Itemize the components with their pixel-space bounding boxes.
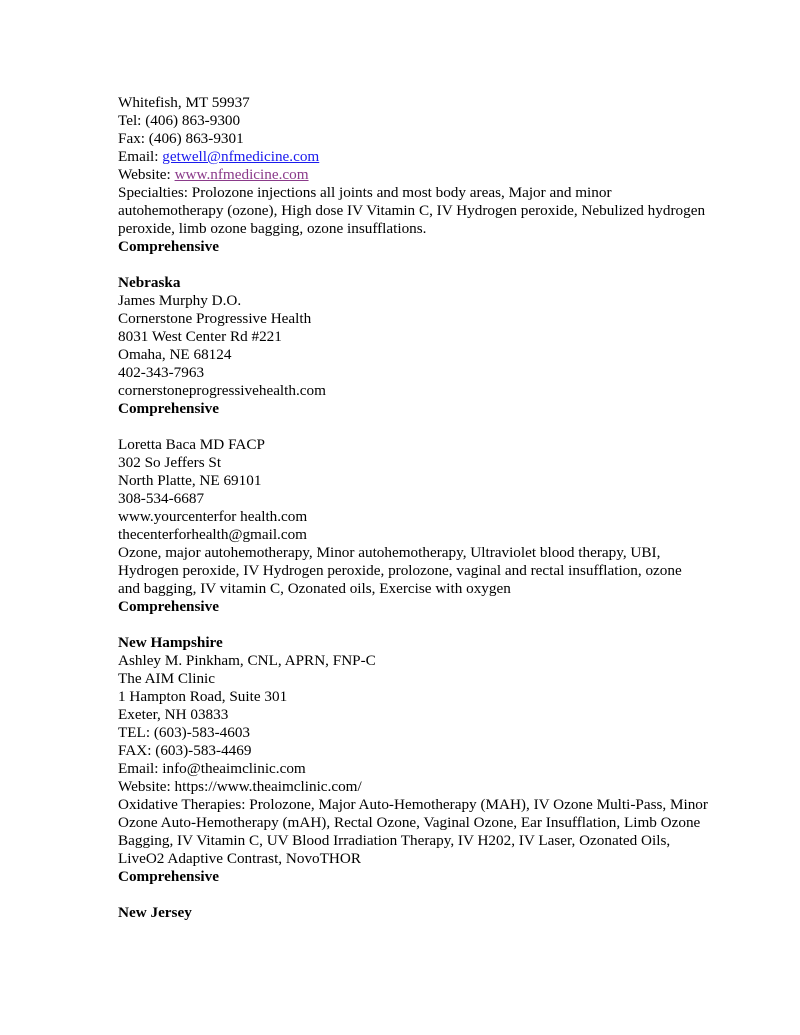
- entry-line: Loretta Baca MD FACP: [118, 436, 265, 453]
- entry-line: 302 So Jeffers St: [118, 454, 222, 471]
- entry-line: James Murphy D.O.: [118, 292, 242, 309]
- entry-line: 402-343-7963: [118, 364, 205, 381]
- entry-line: Oxidative Therapies: Prolozone, Major Auto-Hemotherapy (MAH), IV Ozone Multi-Pass, Minor: [118, 796, 708, 813]
- document-page: [118, 94, 758, 922]
- entry-line: LiveO2 Adaptive Contrast, NovoTHOR: [118, 850, 361, 867]
- address-line: Whitefish, MT 59937: [118, 94, 250, 111]
- level-label: Comprehensive: [118, 238, 219, 255]
- entry-line: Ashley M. Pinkham, CNL, APRN, FNP-C: [118, 652, 376, 669]
- entry-line: The AIM Clinic: [118, 670, 216, 687]
- entry-line: TEL: (603)-583-4603: [118, 724, 251, 741]
- entry-line: www.yourcenterfor health.com: [118, 508, 308, 525]
- clinic-entry: [118, 436, 758, 616]
- fax-line: Fax: (406) 863-9301: [118, 130, 244, 147]
- specialties-line: Specialties: Prolozone injections all joints and most body areas, Major and minor: [118, 184, 612, 201]
- specialties-line: peroxide, limb ozone bagging, ozone insufflations.: [118, 220, 427, 237]
- entry-line: FAX: (603)-583-4469: [118, 742, 252, 759]
- email-line: [118, 148, 758, 166]
- website-label: Website:: [118, 166, 175, 183]
- entry-line: Hydrogen peroxide, IV Hydrogen peroxide, prolozone, vaginal and rectal insufflation, ozone: [118, 562, 682, 579]
- level-label: Comprehensive: [118, 400, 219, 417]
- entry-line: Omaha, NE 68124: [118, 346, 232, 363]
- entry-line: Ozone, major autohemotherapy, Minor autohemotherapy, Ultraviolet blood therapy, UBI,: [118, 544, 661, 561]
- state-section-new-hampshire: [118, 634, 758, 886]
- entry-line: Cornerstone Progressive Health: [118, 310, 312, 327]
- level-label: Comprehensive: [118, 868, 219, 885]
- entry-line: Bagging, IV Vitamin C, UV Blood Irradiation Therapy, IV H202, IV Laser, Ozonated Oils,: [118, 832, 671, 849]
- entry-line: Email: info@theaimclinic.com: [118, 760, 306, 777]
- state-heading: New Jersey: [118, 904, 192, 921]
- website-line: [118, 166, 758, 184]
- entry-line: 1 Hampton Road, Suite 301: [118, 688, 288, 705]
- state-section-nebraska: [118, 274, 758, 616]
- entry-line: and bagging, IV vitamin C, Ozonated oils, Exercise with oxygen: [118, 580, 511, 597]
- entry-line: thecenterforhealth@gmail.com: [118, 526, 307, 543]
- state-section-new-jersey: [118, 904, 758, 922]
- state-heading: Nebraska: [118, 274, 181, 291]
- tel-line: Tel: (406) 863-9300: [118, 112, 241, 129]
- email-link[interactable]: getwell@nfmedicine.com: [162, 148, 320, 165]
- level-label: Comprehensive: [118, 598, 219, 615]
- clinic-entry-whitefish: [118, 94, 758, 256]
- email-label: Email:: [118, 148, 163, 165]
- entry-line: 308-534-6687: [118, 490, 205, 507]
- entry-line: Website: https://www.theaimclinic.com/: [118, 778, 362, 795]
- website-link[interactable]: www.nfmedicine.com: [174, 166, 309, 183]
- state-heading: New Hampshire: [118, 634, 223, 651]
- entry-line: Exeter, NH 03833: [118, 706, 229, 723]
- entry-line: North Platte, NE 69101: [118, 472, 262, 489]
- entry-line: 8031 West Center Rd #221: [118, 328, 282, 345]
- specialties-line: autohemotherapy (ozone), High dose IV Vitamin C, IV Hydrogen peroxide, Nebulized hydrogen: [118, 202, 706, 219]
- entry-line: cornerstoneprogressivehealth.com: [118, 382, 326, 399]
- entry-line: Ozone Auto-Hemotherapy (mAH), Rectal Ozone, Vaginal Ozone, Ear Insufflation, Limb Ozone: [118, 814, 701, 831]
- clinic-entry: [118, 292, 758, 418]
